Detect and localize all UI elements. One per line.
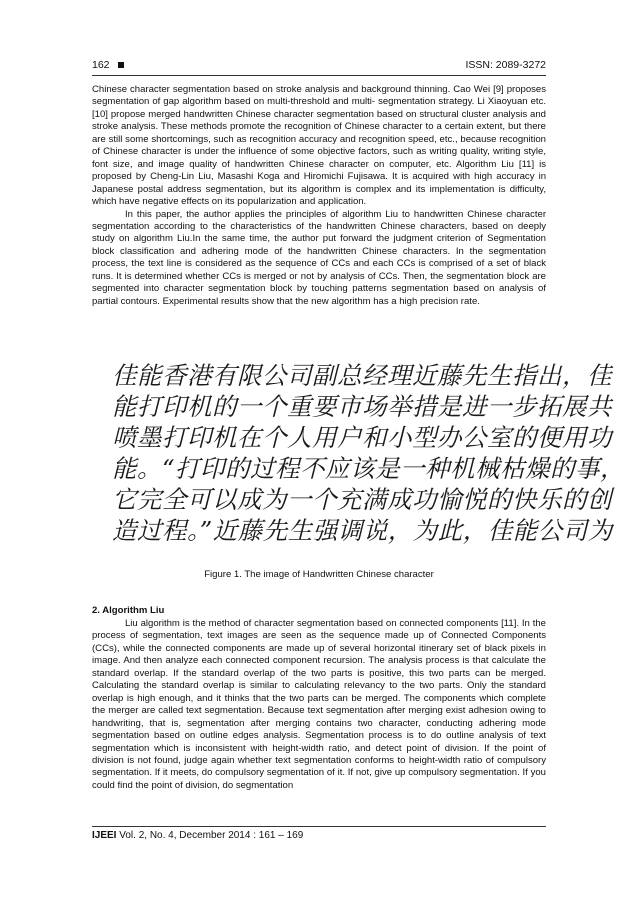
figure-caption: Figure 1. The image of Handwritten Chinese character (204, 569, 434, 580)
handwriting-line: 喷墨打印机在个人用户和小型办公室的便用功 (112, 423, 612, 452)
page-header (92, 57, 546, 73)
intro-section (92, 84, 546, 308)
handwriting-line: 造过程。”近藤先生强调说，为此，佳能公司为 (112, 516, 613, 545)
black-square-icon (118, 62, 124, 68)
handwriting-line: 能。“打印的过程不应该是一种机械枯燥的事， (112, 454, 626, 483)
page-number: 162 (92, 59, 110, 71)
header-rule (92, 75, 546, 76)
section-2-body (92, 618, 546, 792)
intro-paragraph-1: Chinese character segmentation based on stroke analysis and background thinning. Cao Wei [9] proposes segmentation of gap algorithm based on multi-threshold and multi- segmentation strategy. Li Xiaoyuan etc. [10] propose merged handwritten Chinese character segmentation based on structural cluster analysis and stroke analysis. These methods promote the recognition of Chinese character to a certain extent, but there are still some shortcomings, such as recognition accuracy and recognition speed, etc., because recognition of Chinese character is under the influence of some objective factors, such as writing quality, writing style, font size, and image quality of handwritten Chinese character on computer, etc. Algorithm Liu [11] is proposed by Cheng-Lin Liu, Masashi Koga and Hiromichi Fujisawa. It is acquired with high accuracy in Japanese postal address segmentation, but its algorithm is complex and its implementation is difficulty, which have negative effects on its popularization and application. (92, 84, 546, 208)
issn: ISSN: 2089-3272 (465, 59, 546, 71)
handwriting-line: 它完全可以成为一个充满成功愉悦的快乐的创 (112, 485, 612, 514)
handwriting-line: 佳能香港有限公司副总经理近藤先生指出，佳 (112, 361, 612, 390)
section-2-paragraph-1: Liu algorithm is the method of character segmentation based on connected components [11]. In the process of segmentation, text images are seen as the sequence made up of Connected Components (CCs), while the connected components are made up of several horizontal itinerary set of black pixels in image. And then analyze each connected component recursion. The analysis process is that calculate the standard overlap. If the standard overlap of the two parts is positive, this two parts can be merged. Calculating the standard overlap is similar to calculating relevancy to the two parts. Only the standard overlap is high enough, and it thinks that the two parts can be merged. The components which complete the merger are called text segmentation. Because text segmentation after merging exist adhesion owing to handwriting, that is, segmentation after merging contains two character, conducting adhering mode segmentation based on outline edges analysis. Segmentation process is to do outline analysis of text segmentation which is inconsistent with height-width ratio, and detect point of division. If the point of division is not found, judge again whether text segmentation conforms to height-width ratio of compulsory segmentation. If it meets, do compulsory segmentation of it. If not, give up compulsory segmentation. If you could find the point of division, do segmentation (92, 618, 546, 791)
journal-citation: Vol. 2, No. 4, December 2014 : 161 – 169 (116, 830, 304, 841)
intro-paragraph-2: In this paper, the author applies the principles of algorithm Liu to handwritten Chinese character segmentation according to the characteristics of the handwritten Chinese characters, based on deeply study on algorithm Liu.In the same time, the author put forward the judgment criterion of Segmentation block classification and adhering mode of the handwritten Chinese characters. In the segmentation process, the text line is considered as the sequence of CCs and each CCs is comprised of a set of black runs. It is determined whether CCs is merged or not by analysis of CCs. Then, the segmentation block are segmented into character segmentation block by touching patterns segmentation based on analysis of partial contours. Experimental results show that the new algorithm has a high precision rate. (92, 208, 546, 307)
section-heading: 2. Algorithm Liu (92, 605, 165, 616)
journal-name: IJEEI (92, 830, 117, 841)
handwriting-line: 能打印机的一个重要市场举措是进一步拓展共 (112, 392, 612, 421)
page-footer (92, 829, 303, 843)
footer-rule (92, 826, 546, 827)
handwritten-figure (112, 360, 626, 555)
